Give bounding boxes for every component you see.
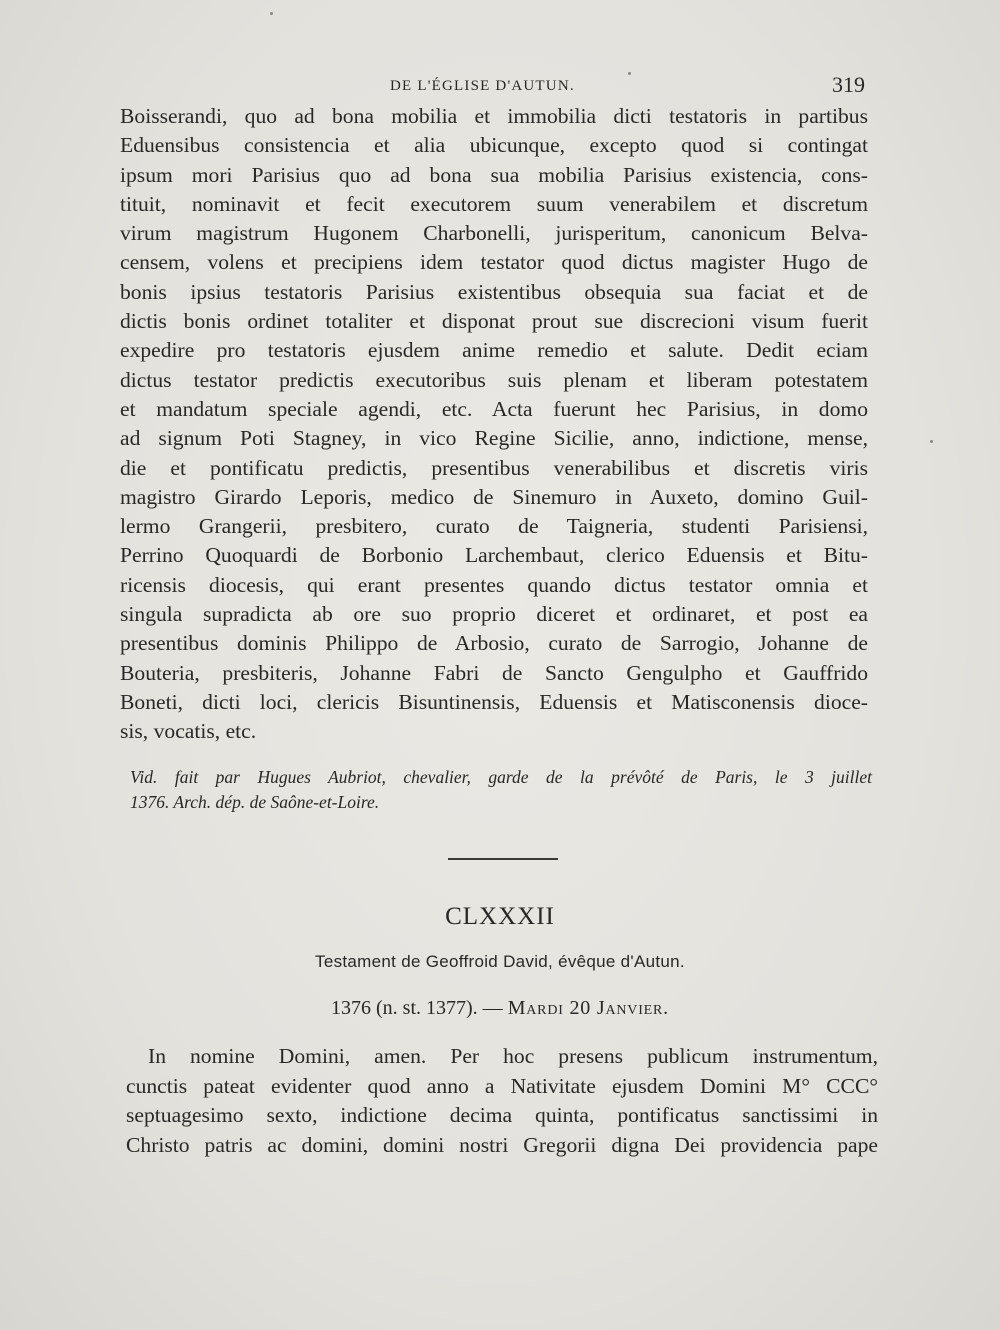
paper-speck	[270, 12, 273, 15]
text-line: lermo Grangerii, presbitero, curato de Taigneria, studenti Parisiensi,	[120, 514, 868, 539]
text-line: Christo patris ac domini, domini nostri Gregorii digna Dei providencia pape	[126, 1132, 878, 1157]
paper-speck	[628, 72, 631, 75]
text-line: Boneti, dicti loci, clericis Bisuntinensis, Eduensis et Matisconensis dioce-	[120, 689, 868, 714]
note-line: Vid. fait par Hugues Aubriot, chevalier, garde de la prévôté de Paris, le 3 juillet	[130, 767, 872, 787]
section-divider	[448, 858, 558, 860]
text-line: die et pontificatu predictis, presentibus venerabilibus et discretis viris	[120, 455, 868, 480]
running-title: DE L'ÉGLISE D'AUTUN.	[390, 78, 575, 94]
document-date-year: 1376 (n. st. 1377). —	[331, 997, 508, 1019]
text-line: septuagesimo sexto, indictione decima quinta, pontificatus sanctissimi in	[126, 1103, 878, 1127]
text-line: sis, vocatis, etc.	[120, 719, 257, 744]
document-date	[0, 997, 1000, 1020]
text-line: Bouteria, presbiteris, Johanne Fabri de Sancto Gengulpho et Gauffrido	[120, 660, 868, 685]
text-line: ricensis diocesis, qui erant presentes quando dictus testator omnia et	[120, 572, 868, 597]
text-line: Eduensibus consistencia et alia ubicunque, excepto quod si contingat	[120, 133, 868, 158]
page-number: 319	[832, 72, 865, 97]
text-line: bonis ipsius testatoris Parisius existentibus obsequia sua faciat et de	[120, 279, 868, 304]
document-text	[126, 1042, 878, 1160]
text-line: Perrino Quoquardi de Borbonio Larchembaut, clerico Eduensis et Bitu-	[120, 543, 868, 568]
text-line: magistro Girardo Leporis, medico de Sinemuro in Auxeto, domino Guil-	[120, 484, 868, 509]
text-line: In nomine Domini, amen. Per hoc presens publicum instrumentum,	[148, 1044, 878, 1068]
document-date-day: Mardi 20 Janvier.	[507, 997, 669, 1019]
document-number: CLXXXII	[445, 903, 555, 930]
text-line: expedire pro testatoris ejusdem anime remedio et salute. Dedit eciam	[120, 338, 868, 363]
text-line: singula supradicta ab ore suo proprio diceret et ordinaret, et post ea	[120, 602, 868, 627]
document-title: Testament de Geoffroid David, évêque d'Autun.	[315, 952, 685, 971]
text-line: ipsum mori Parisius quo ad bona sua mobilia Parisius existencia, cons-	[120, 162, 868, 187]
text-line: presentibus dominis Philippo de Arbosio, curato de Sarrogio, Johanne de	[120, 631, 868, 656]
text-line: tituit, nominavit et fecit executorem suum venerabilem et discretum	[120, 191, 868, 216]
text-line: cunctis pateat evidenter quod anno a Nativitate ejusdem Domini M° CCC°	[126, 1073, 878, 1098]
text-line: censem, volens et precipiens idem testator quod dictus magister Hugo de	[120, 250, 868, 275]
text-line: Boisserandi, quo ad bona mobilia et immobilia dicti testatoris in partibus	[120, 104, 868, 128]
paragraph-continued	[120, 102, 868, 747]
note-line: 1376. Arch. dép. de Saône-et-Loire.	[130, 792, 380, 812]
paper-speck	[930, 440, 933, 443]
text-line: virum magistrum Hugonem Charbonelli, jurisperitum, canonicum Belva-	[120, 221, 868, 246]
source-note	[130, 765, 872, 815]
text-line: ad signum Poti Stagney, in vico Regine Sicilie, anno, indictione, mense,	[120, 426, 868, 451]
text-line: dictis bonis ordinet totaliter et disponat prout sue discrecioni visum fuerit	[120, 309, 868, 334]
text-line: et mandatum speciale agendi, etc. Acta fuerunt hec Parisius, in domo	[120, 396, 868, 421]
running-head	[120, 72, 865, 102]
text-line: dictus testator predictis executoribus suis plenam et liberam potestatem	[120, 367, 868, 392]
